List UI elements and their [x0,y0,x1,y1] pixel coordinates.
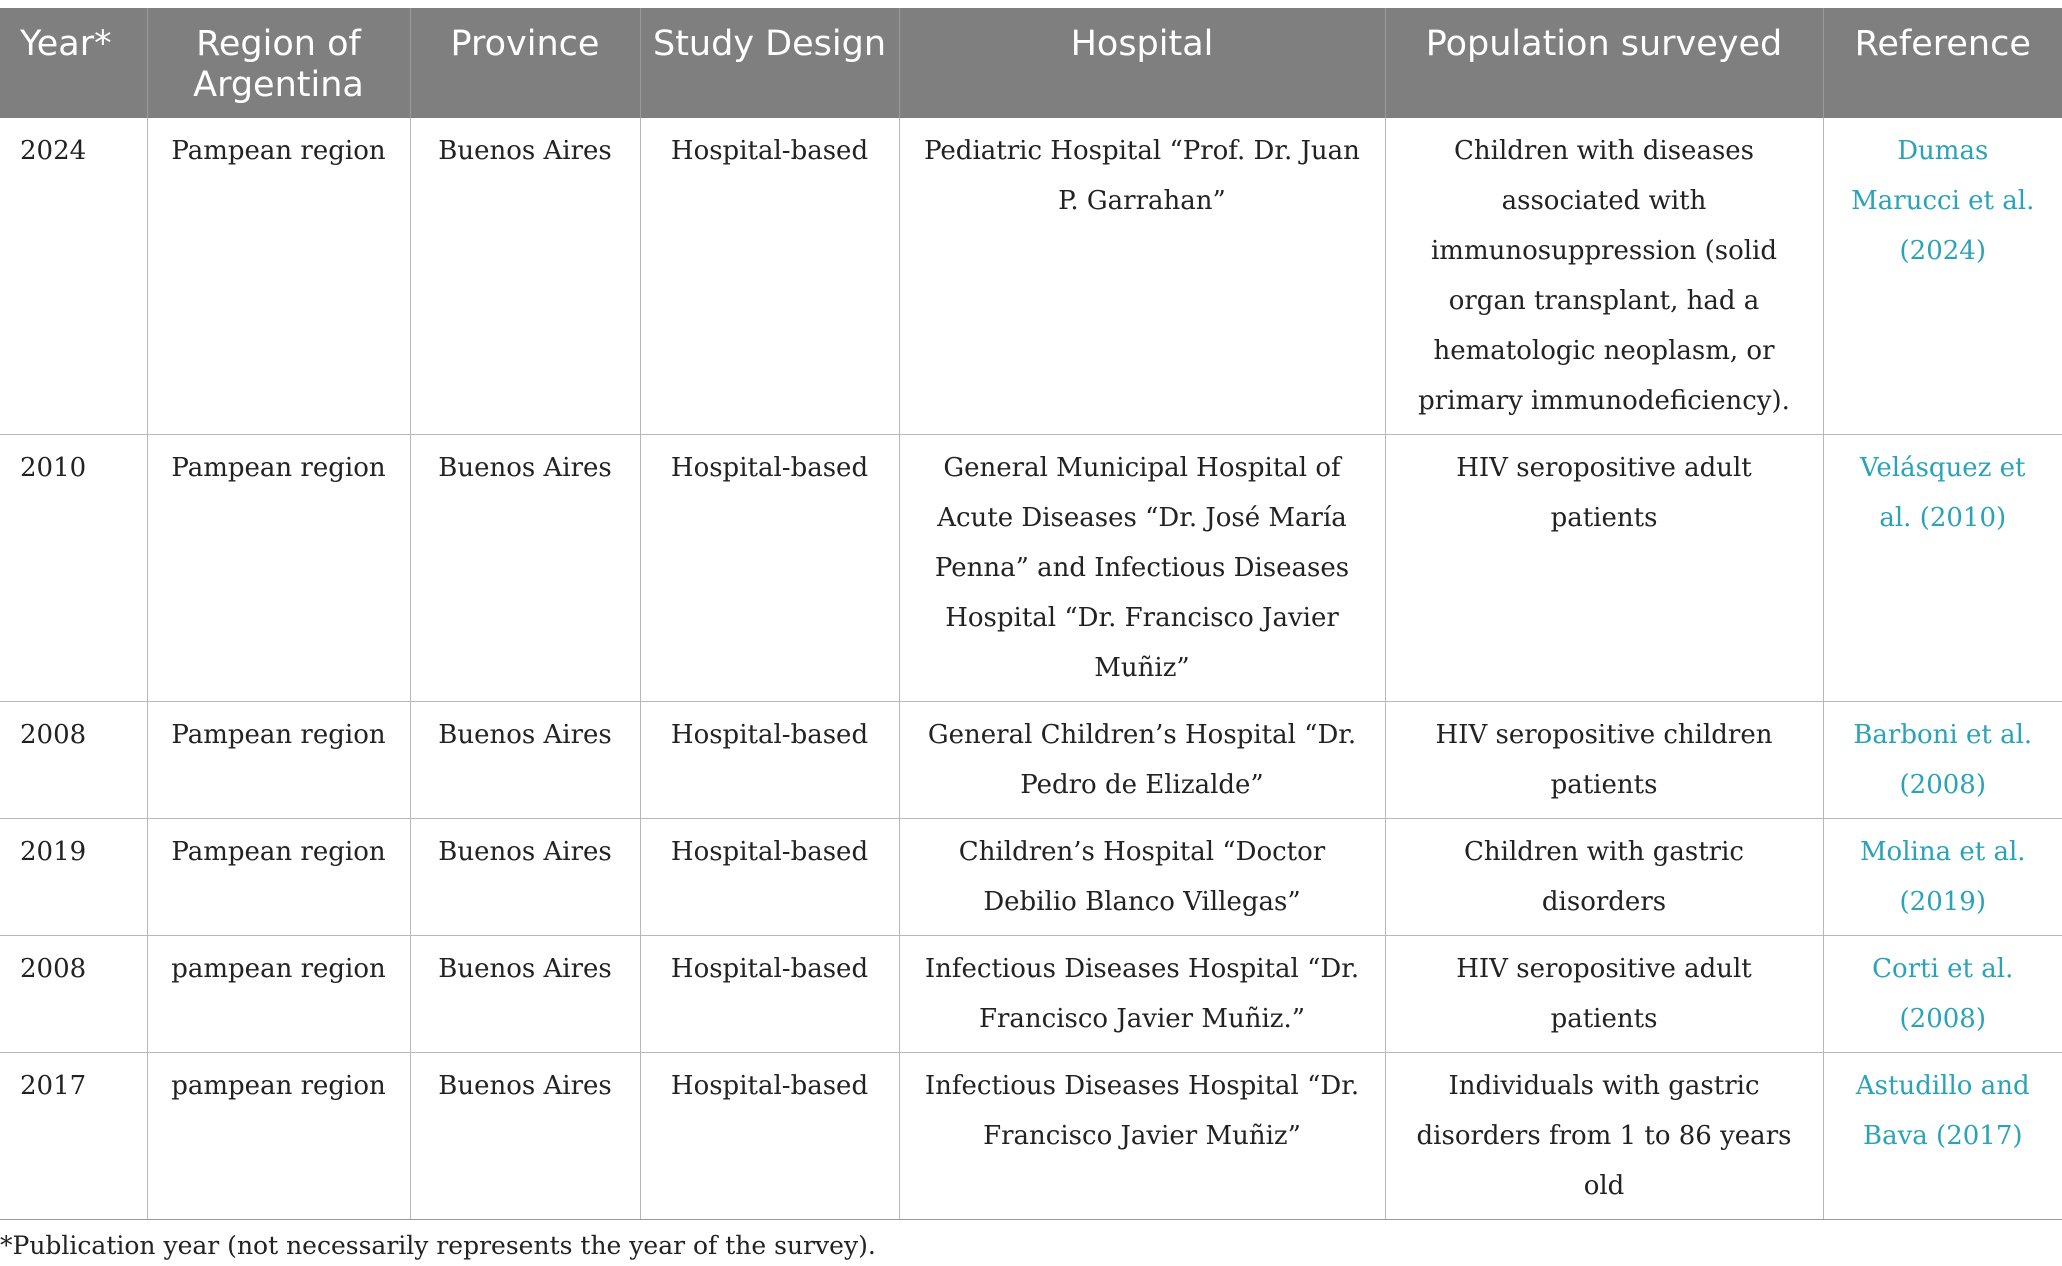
cell-region: Pampean region [147,118,410,435]
table-row [0,435,2062,702]
cell-study-design: Hospital-based [640,702,899,819]
table-header-row [0,8,2062,118]
cell-hospital: General Children’s Hospital “Dr. Pedro de Elizalde” [899,702,1385,819]
cell-year: 2010 [0,435,147,702]
header-population: Population surveyed [1385,8,1823,118]
cell-study-design: Hospital-based [640,819,899,936]
table-footnote: *Publication year (not necessarily represents the year of the survey). [0,1231,876,1260]
reference-link[interactable]: Barboni et al. (2008) [1823,702,2062,819]
cell-year: 2008 [0,702,147,819]
header-study-design: Study Design [640,8,899,118]
cell-province: Buenos Aires [410,936,640,1053]
cell-population: Children with diseases associated with immunosuppression (solid organ transplant, had a hematologic neoplasm, or primary immunodeficiency). [1385,118,1823,435]
reference-link[interactable]: Velásquez et al. (2010) [1823,435,2062,702]
cell-province: Buenos Aires [410,819,640,936]
cell-province: Buenos Aires [410,1053,640,1220]
cell-hospital: Children’s Hospital “Doctor Debilio Blanco Villegas” [899,819,1385,936]
header-province: Province [410,8,640,118]
cell-year: 2017 [0,1053,147,1220]
cell-population: Individuals with gastric disorders from 1 to 86 years old [1385,1053,1823,1220]
studies-table [0,8,2062,1220]
cell-region: Pampean region [147,819,410,936]
cell-hospital: Pediatric Hospital “Prof. Dr. Juan P. Garrahan” [899,118,1385,435]
cell-year: 2008 [0,936,147,1053]
cell-region: pampean region [147,1053,410,1220]
cell-study-design: Hospital-based [640,118,899,435]
cell-study-design: Hospital-based [640,1053,899,1220]
cell-region: Pampean region [147,702,410,819]
reference-link[interactable]: Corti et al. (2008) [1823,936,2062,1053]
cell-hospital: Infectious Diseases Hospital “Dr. Francisco Javier Muñiz.” [899,936,1385,1053]
cell-province: Buenos Aires [410,702,640,819]
reference-link[interactable]: Molina et al. (2019) [1823,819,2062,936]
cell-region: pampean region [147,936,410,1053]
table-row [0,118,2062,435]
table-row [0,1053,2062,1220]
cell-study-design: Hospital-based [640,936,899,1053]
cell-region: Pampean region [147,435,410,702]
cell-population: HIV seropositive adult patients [1385,435,1823,702]
reference-link[interactable]: Astudillo and Bava (2017) [1823,1053,2062,1220]
reference-link[interactable]: Dumas Marucci et al. (2024) [1823,118,2062,435]
cell-year: 2024 [0,118,147,435]
header-reference: Reference [1823,8,2062,118]
table-row [0,819,2062,936]
header-hospital: Hospital [899,8,1385,118]
cell-province: Buenos Aires [410,435,640,702]
cell-population: HIV seropositive children patients [1385,702,1823,819]
header-year: Year* [0,8,147,118]
cell-hospital: Infectious Diseases Hospital “Dr. Francisco Javier Muñiz” [899,1053,1385,1220]
table-row [0,936,2062,1053]
cell-hospital: General Municipal Hospital of Acute Diseases “Dr. José María Penna” and Infectious Diseases Hospital “Dr. Francisco Javier Muñiz” [899,435,1385,702]
cell-year: 2019 [0,819,147,936]
document-page [0,8,2062,1266]
header-region: Region of Argentina [147,8,410,118]
cell-study-design: Hospital-based [640,435,899,702]
table-row [0,702,2062,819]
cell-province: Buenos Aires [410,118,640,435]
cell-population: Children with gastric disorders [1385,819,1823,936]
cell-population: HIV seropositive adult patients [1385,936,1823,1053]
